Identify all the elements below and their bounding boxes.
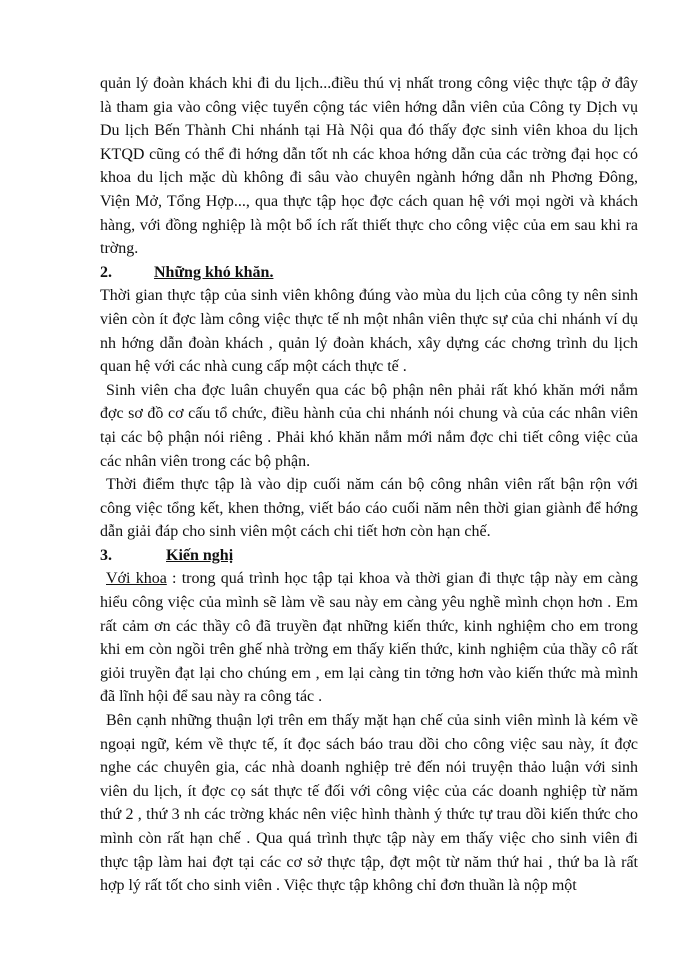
recommendation-text: : trong quá trình học tập tại khoa và thời gian đi thực tập này em càng hiểu công việc của mình sẽ làm về sau này em càng yêu nghề mình chọn hơn . Em rất cảm ơn các thầy cô đã truyền đạt những kiến thức, kinh nghiệm cho em trong khi em còn ngồi trên ghế nhà trờng em thấy kiến thức, kinh nghiệm của thầy cô rất giỏi truyền đạt lại cho chúng em , em lại càng tin tởng hơn vào kiến thức mà mình đã lĩnh hội để sau này ra công tác . <box>100 570 639 706</box>
paragraph-difficulty-rotation: Sinh viên cha đợc luân chuyển qua các bộ phận nên phải rất khó khăn mới nắm đợc sơ đồ cơ cấu tổ chức, điều hành của chi nhánh nói chung và của các nhân viên tại các bộ phận nói riêng . Phải khó khăn nắm mới nắm đợc chi tiết công việc của các nhân viên trong các bộ phận. <box>100 381 638 470</box>
paragraph-recommendation-limitations: Bên cạnh những thuận lợi trên em thấy mặt hạn chế của sinh viên mình là kém về ngoại ngữ, kém về thực tế, ít đọc sách báo trau dồi cho công việc sau này, ít đợc nghe các chuyên gia, các nhà doanh nghiệp trẻ đến nói truyện thảo luận với sinh viên du lịch, ít đợc cọ sát thực tế đối với công việc của các doanh nghiệp từ năm thứ 2 , thứ 3 nh các trờng khác nên việc hình thành ý thức tự trau dồi kiến thức cho mình còn rất hạn chế . Qua quá trình thực tập này em thấy việc cho sinh viên đi thực tập làm hai đợt tại các cơ sở thực tập, đợt một từ năm thứ hai , thứ ba là rất hợp lý rất tốt cho sinh viên . Việc thực tập không chỉ đơn thuần là nộp một <box>100 712 638 895</box>
paragraph-difficulty-timing: Thời điểm thực tập là vào dịp cuối năm cán bộ công nhân viên rất bận rộn với công việc tổng kết, khen thởng, viết báo cáo cuối năm nên thời gian giành để hớng dẫn giải đáp cho sinh viên một cách chi tiết hơn còn hạn chế. <box>100 476 638 541</box>
paragraph-recommendation-faculty <box>100 567 638 709</box>
section-title: Kiến nghị <box>166 546 234 564</box>
section-heading-difficulties <box>100 261 638 285</box>
recommendation-lead: Với khoa <box>106 570 167 588</box>
paragraph-benefits-continued: quản lý đoàn khách khi đi du lịch...điều thú vị nhất trong công việc thực tập ở đây là tham gia vào công việc tuyển cộng tác viên hớng dẫn viên của Công ty Dịch vụ Du lịch Bến Thành Chi nhánh tại Hà Nội qua đó thấy đợc sinh viên khoa du lịch KTQD cũng có thể đi hớng dẫn tốt nh các khoa hớng dẫn của các trờng đại học có khoa du lịch mặc dù không đi sâu vào chuyên ngành hớng dẫn nh Phơng Đông, Viện Mở, Tổng Hợp..., qua thực tập học đợc cách quan hệ với mọi ngời và khách hàng, với đồng nghiệp là một bổ ích rất thiết thực cho công việc của em sau khi ra trờng. <box>100 75 638 258</box>
section-title: Những khó khăn. <box>154 263 274 281</box>
paragraph-difficulty-season: Thời gian thực tập của sinh viên không đúng vào mùa du lịch của công ty nên sinh viên còn ít đợc làm công việc thực tế nh một nhân viên thực sự của chi nhánh ví dụ nh hớng dẫn đoàn khách , quản lý đoàn khách, xây dựng các chơng trình du lịch quan hệ với các nhà cung cấp một cách thực tế . <box>100 287 638 376</box>
section-number: 2. <box>100 263 112 281</box>
section-heading-recommendations <box>100 544 638 568</box>
section-number: 3. <box>100 546 112 564</box>
